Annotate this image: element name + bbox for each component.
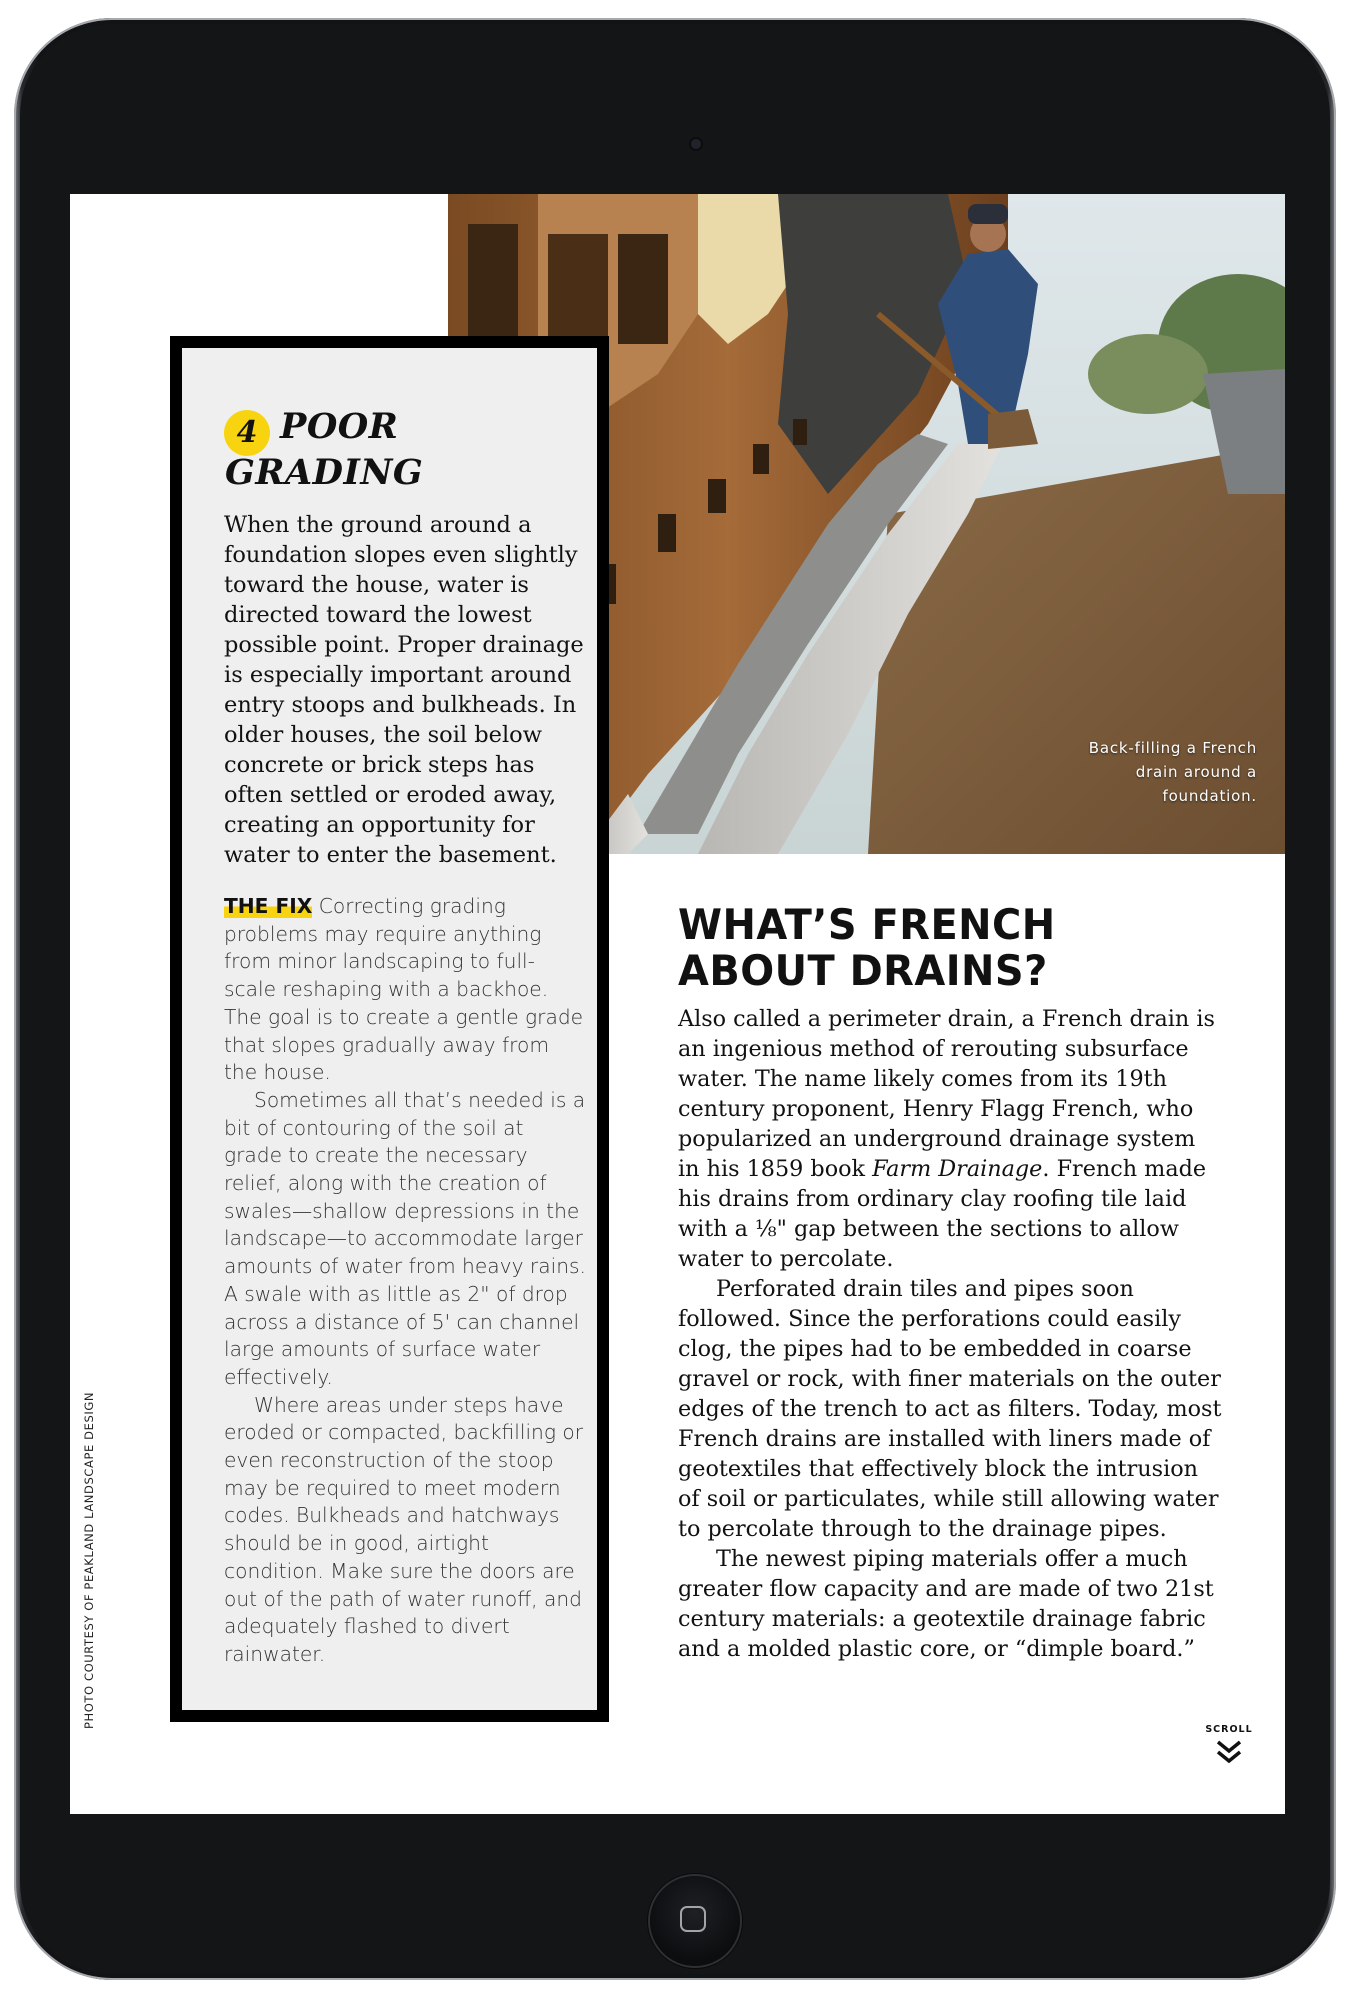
article-body	[678, 1004, 1223, 1664]
photo-credit: PHOTO COURTESY OF PEAKLAND LANDSCAPE DESIGN	[82, 1391, 96, 1729]
fix-paragraph-1	[224, 893, 586, 1087]
section-intro	[224, 510, 584, 870]
fix-section	[224, 893, 586, 1669]
p1-before: Also called a perimeter drain, a French drain is an ingenious method of rerouting subsurface water. The name likely comes from its 19th century proponent, Henry Flagg French, who popularized an underground drainage system in his 1859 book	[678, 1006, 1215, 1182]
sidebar-panel	[182, 348, 597, 1710]
p1-after: . French made his drains from ordinary clay roofing tile laid with a ⅛" gap between the sections to allow water to percolate.	[678, 1156, 1207, 1272]
front-camera	[691, 139, 701, 149]
magazine-page	[70, 194, 1285, 1814]
article-paragraph-3: The newest piping materials offer a much greater flow capacity and are made of two 21st century materials: a geotextile drainage fabric and a molded plastic core, or “dimple board.”	[678, 1546, 1214, 1662]
photo-caption: Back-filling a French drain around a foundation.	[1088, 739, 1257, 805]
heading-line-1: WHAT’S FRENCH	[678, 900, 1056, 949]
double-chevron-down-icon	[1214, 1739, 1244, 1765]
book-title: Farm Drainage	[872, 1156, 1043, 1182]
intro-paragraph: When the ground around a foundation slopes even slightly toward the house, water is directed toward the lowest possible point. Proper drainage is especially important around entry stoops and bulkheads. In older houses, the soil below concrete or brick steps has often settled or eroded away, creating an opportunity for water to enter the basement.	[224, 512, 584, 868]
scroll-indicator[interactable]	[1204, 1724, 1254, 1765]
sidebar-box	[170, 336, 609, 1722]
article-paragraph-2: Perforated drain tiles and pipes soon followed. Since the perforations could easily clog, the pipes had to be embedded in coarse gravel or rock, with finer materials on the outer edges of the trench to act as filters. Today, most French drains are installed with liners made of geotextiles that effectively block the intrusion of soil or particulates, while still allowing water to percolate through to the drainage pipes.	[678, 1276, 1222, 1542]
fix-label: THE FIX	[224, 894, 313, 918]
section-number-badge: 4	[224, 410, 270, 456]
home-square-icon	[680, 1906, 706, 1932]
article-heading	[678, 902, 1210, 994]
fix-text-1: Correcting grading problems may require anything from minor landscaping to full-scale reshaping with a backhoe. The goal is to create a gentle grade that slopes gradually away from the house.	[224, 894, 584, 1085]
fix-paragraph-2: Sometimes all that’s needed is a bit of contouring of the soil at grade to create the necessary relief, along with the creation of swales—shallow depressions in the landscape—to accommodate larger amounts of water from heavy rains. A swale with as little as 2" of drop across a distance of 5' can channel large amounts of surface water effectively.	[224, 1087, 586, 1389]
article-paragraph-1	[678, 1004, 1223, 1274]
home-button[interactable]	[650, 1876, 740, 1966]
fix-paragraph-3: Where areas under steps have eroded or compacted, backfilling or even reconstruction of the stoop may be required to meet modern codes. Bulkheads and hatchways should be in good, airtight condition. Make sure the doors are out of the path of water runoff, and adequately flashed to divert rainwater.	[224, 1392, 584, 1666]
heading-line-2: ABOUT DRAINS?	[678, 946, 1048, 995]
scroll-label: SCROLL	[1205, 1724, 1253, 1735]
section-title: POOR GRADING	[225, 406, 424, 493]
